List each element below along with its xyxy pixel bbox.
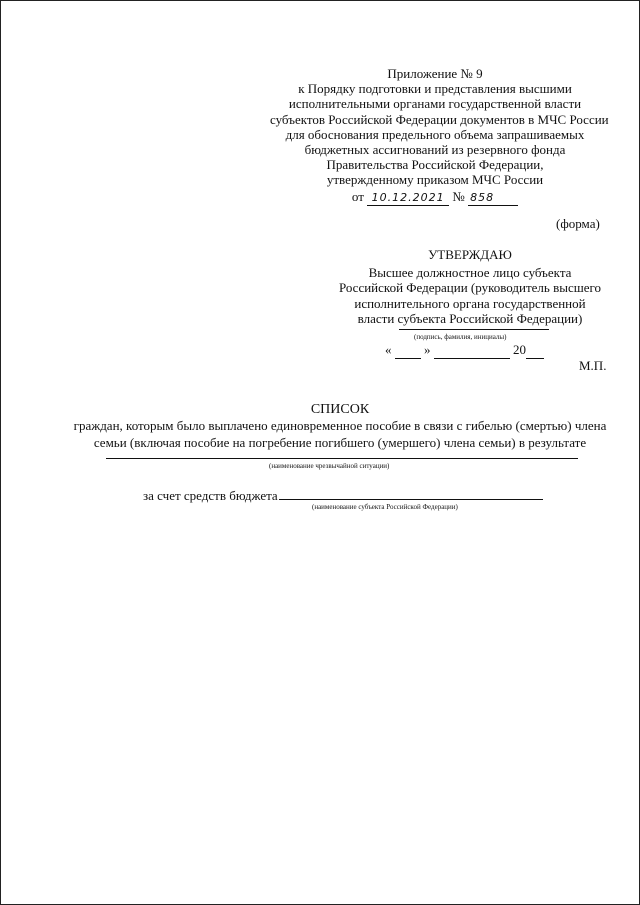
close-quote: » xyxy=(424,342,431,357)
emergency-caption: (наименование чрезвычайной ситуации) xyxy=(269,462,390,470)
day-blank xyxy=(395,342,421,359)
date-prefix: от xyxy=(351,188,364,204)
open-quote: « xyxy=(385,342,392,357)
approval-date-row xyxy=(385,342,544,359)
year-blank xyxy=(526,342,544,359)
annex-line-3: исполнительными органами государственной власти xyxy=(288,96,582,112)
subject-caption: (наименование субъекта Российской Федерации) xyxy=(312,503,458,511)
approval-block xyxy=(330,247,610,327)
signature-line xyxy=(399,329,549,330)
annex-line-4: субъектов Российской Федерации документов в МЧС России xyxy=(270,111,609,127)
annex-line-1: Приложение № 9 xyxy=(387,66,483,81)
number-label: № xyxy=(452,188,465,204)
year-prefix: 20 xyxy=(513,342,526,357)
annex-line-8: утвержденному приказом МЧС России xyxy=(326,172,544,188)
annex-header xyxy=(270,66,609,206)
emergency-line xyxy=(106,458,578,459)
month-blank xyxy=(434,342,510,359)
annex-line-5: для обоснования предельного объема запрашиваемых xyxy=(285,126,585,142)
annex-line-2: к Порядку подготовки и представления высшими xyxy=(298,81,572,97)
annex-line-6: бюджетных ассигнований из резервного фонда xyxy=(304,142,566,158)
approval-line-3: исполнительного органа государственной xyxy=(354,295,586,311)
list-line-2: семьи (включая пособие на погребение погибшего (умершего) члена семьи) в результате xyxy=(93,435,587,450)
seal-label: М.П. xyxy=(579,358,607,373)
approval-heading: УТВЕРЖДАЮ xyxy=(428,247,512,262)
order-number-handwritten: 858 xyxy=(468,190,518,206)
form-label: (форма) xyxy=(556,216,600,231)
subject-line xyxy=(279,499,543,500)
approval-line-2: Российской Федерации (руководитель высшего xyxy=(338,280,602,295)
budget-label: за счет средств бюджета xyxy=(143,488,278,503)
signature-caption: (подпись, фамилия, инициалы) xyxy=(414,333,507,341)
list-line-1: граждан, которым было выплачено единовременное пособие в связи с гибелью (смертью) члена xyxy=(73,418,607,433)
order-date-row xyxy=(270,189,600,206)
approval-line-4: власти субъекта Российской Федерации) xyxy=(357,311,583,326)
approval-line-1: Высшее должностное лицо субъекта xyxy=(368,264,572,280)
order-date-handwritten: 10.12.2021 xyxy=(367,190,449,206)
annex-line-7: Правительства Российской Федерации, xyxy=(326,157,544,173)
list-title: СПИСОК xyxy=(310,402,370,417)
